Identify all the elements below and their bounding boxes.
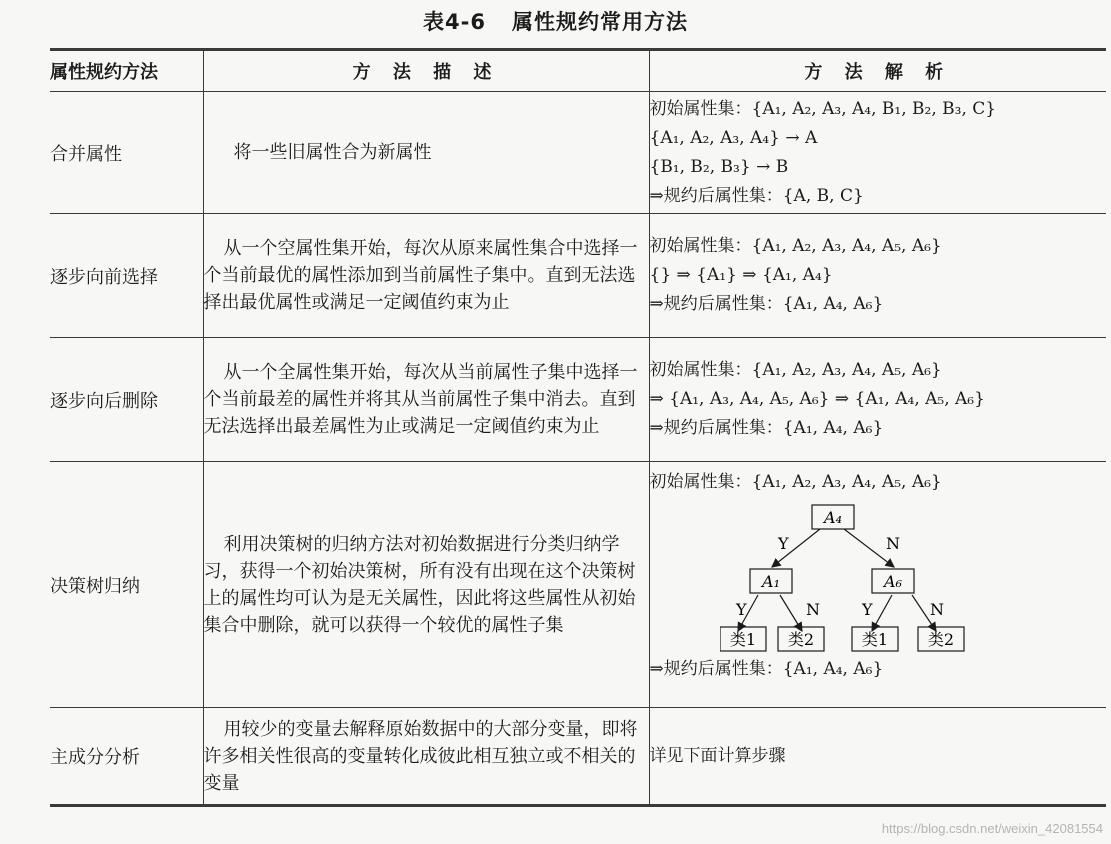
analysis-line: {B₁, B₂, B₃} → B [649,156,789,177]
decision-tree-diagram [720,503,980,653]
method-name: 合并属性 [50,92,203,214]
method-description-cell [203,462,649,708]
edge-left-leaf2 [780,595,802,631]
analysis-line: 初始属性集：{A₁, A₂, A₃, A₄, A₅, A₆} [649,360,942,380]
method-analysis [649,92,1106,214]
node-right: A₆ [883,572,902,591]
edge-right-leaf1 [872,595,892,631]
header-row [50,50,1106,92]
analysis-line: ⇒规约后属性集：{A₁, A₄, A₆} [649,659,884,679]
leaf-class1: 类1 [729,630,756,649]
method-description: 将一些旧属性合为新属性 [203,92,649,214]
method-description: 从一个全属性集开始，每次从当前属性子集中选择一个当前最差的属性并将其从当前属性子集中消去。直到无法选择出最差属性为止或满足一定阈值约束为止 [203,362,638,437]
label-yes: Y [861,600,873,619]
label-no: N [805,600,820,619]
method-analysis [649,462,1106,708]
analysis-line: ⇒ {A₁, A₃, A₄, A₅, A₆} ⇒ {A₁, A₄, A₅, A₆} [649,389,985,409]
table-title: 属性规约常用方法 [511,10,688,34]
method-name: 逐步向前选择 [50,214,203,338]
attribute-reduction-table [50,48,1106,807]
method-description: 从一个空属性集开始，每次从原来属性集合中选择一个当前最优的属性添加到当前属性子集中。直到无法选择出最优属性或满足一定阈值约束为止 [203,238,638,313]
header-analysis: 方 法 解 析 [649,50,1106,92]
node-left: A₁ [761,572,780,591]
method-name: 逐步向后删除 [50,338,203,462]
table-caption [0,6,1111,36]
label-no: N [929,600,944,619]
method-description: 用较少的变量去解释原始数据中的大部分变量，即将许多相关性很高的变量转化成彼此相互独立或不相关的变量 [203,718,638,794]
leaf-class1: 类1 [861,630,888,649]
leaf-class2: 类2 [927,630,954,649]
table-row [50,708,1106,806]
analysis-line: {} ⇒ {A₁} ⇒ {A₁, A₄} [649,265,833,285]
header-description: 方 法 描 述 [203,50,649,92]
table-row [50,214,1106,338]
method-description-cell [203,338,649,462]
analysis-line: ⇒规约后属性集：{A₁, A₄, A₆} [649,418,884,438]
node-root: A₄ [823,508,842,527]
method-description-cell [203,708,649,806]
label-yes: Y [777,534,789,553]
watermark: https://blog.csdn.net/weixin_42081554 [881,821,1103,836]
table-row [50,462,1106,708]
method-description: 利用决策树的归纳方法对初始数据进行分类归纳学习，获得一个初始决策树，所有没有出现在这个决策树上的属性均可认为是无关属性，因此将这些属性从初始集合中删除，就可以获得一个较优的属性子集 [203,533,636,636]
analysis-line: 初始属性集：{A₁, A₂, A₃, A₄, A₅, A₆} [649,236,942,256]
analysis-line: 初始属性集：{A₁, A₂, A₃, A₄, B₁, B₂, B₃, C} [649,98,997,119]
table-row [50,338,1106,462]
method-description-cell [203,214,649,338]
header-method: 属性规约方法 [50,50,203,92]
analysis-line: ⇒规约后属性集：{A₁, A₄, A₆} [649,294,884,314]
method-analysis [649,214,1106,338]
analysis-line: 详见下面计算步骤 [649,745,786,766]
method-name: 主成分分析 [50,747,140,768]
leaf-class2: 类2 [787,630,814,649]
analysis-line: ⇒规约后属性集：{A, B, C} [649,185,864,206]
method-name: 决策树归纳 [50,462,203,708]
analysis-line: {A₁, A₂, A₃, A₄} → A [649,127,818,148]
method-analysis [649,338,1106,462]
table-number: 表4-6 [423,10,486,34]
method-analysis [649,708,1106,806]
label-yes: Y [735,600,747,619]
table-row [50,92,1106,214]
label-no: N [885,534,900,553]
analysis-line: 初始属性集：{A₁, A₂, A₃, A₄, A₅, A₆} [649,472,942,492]
